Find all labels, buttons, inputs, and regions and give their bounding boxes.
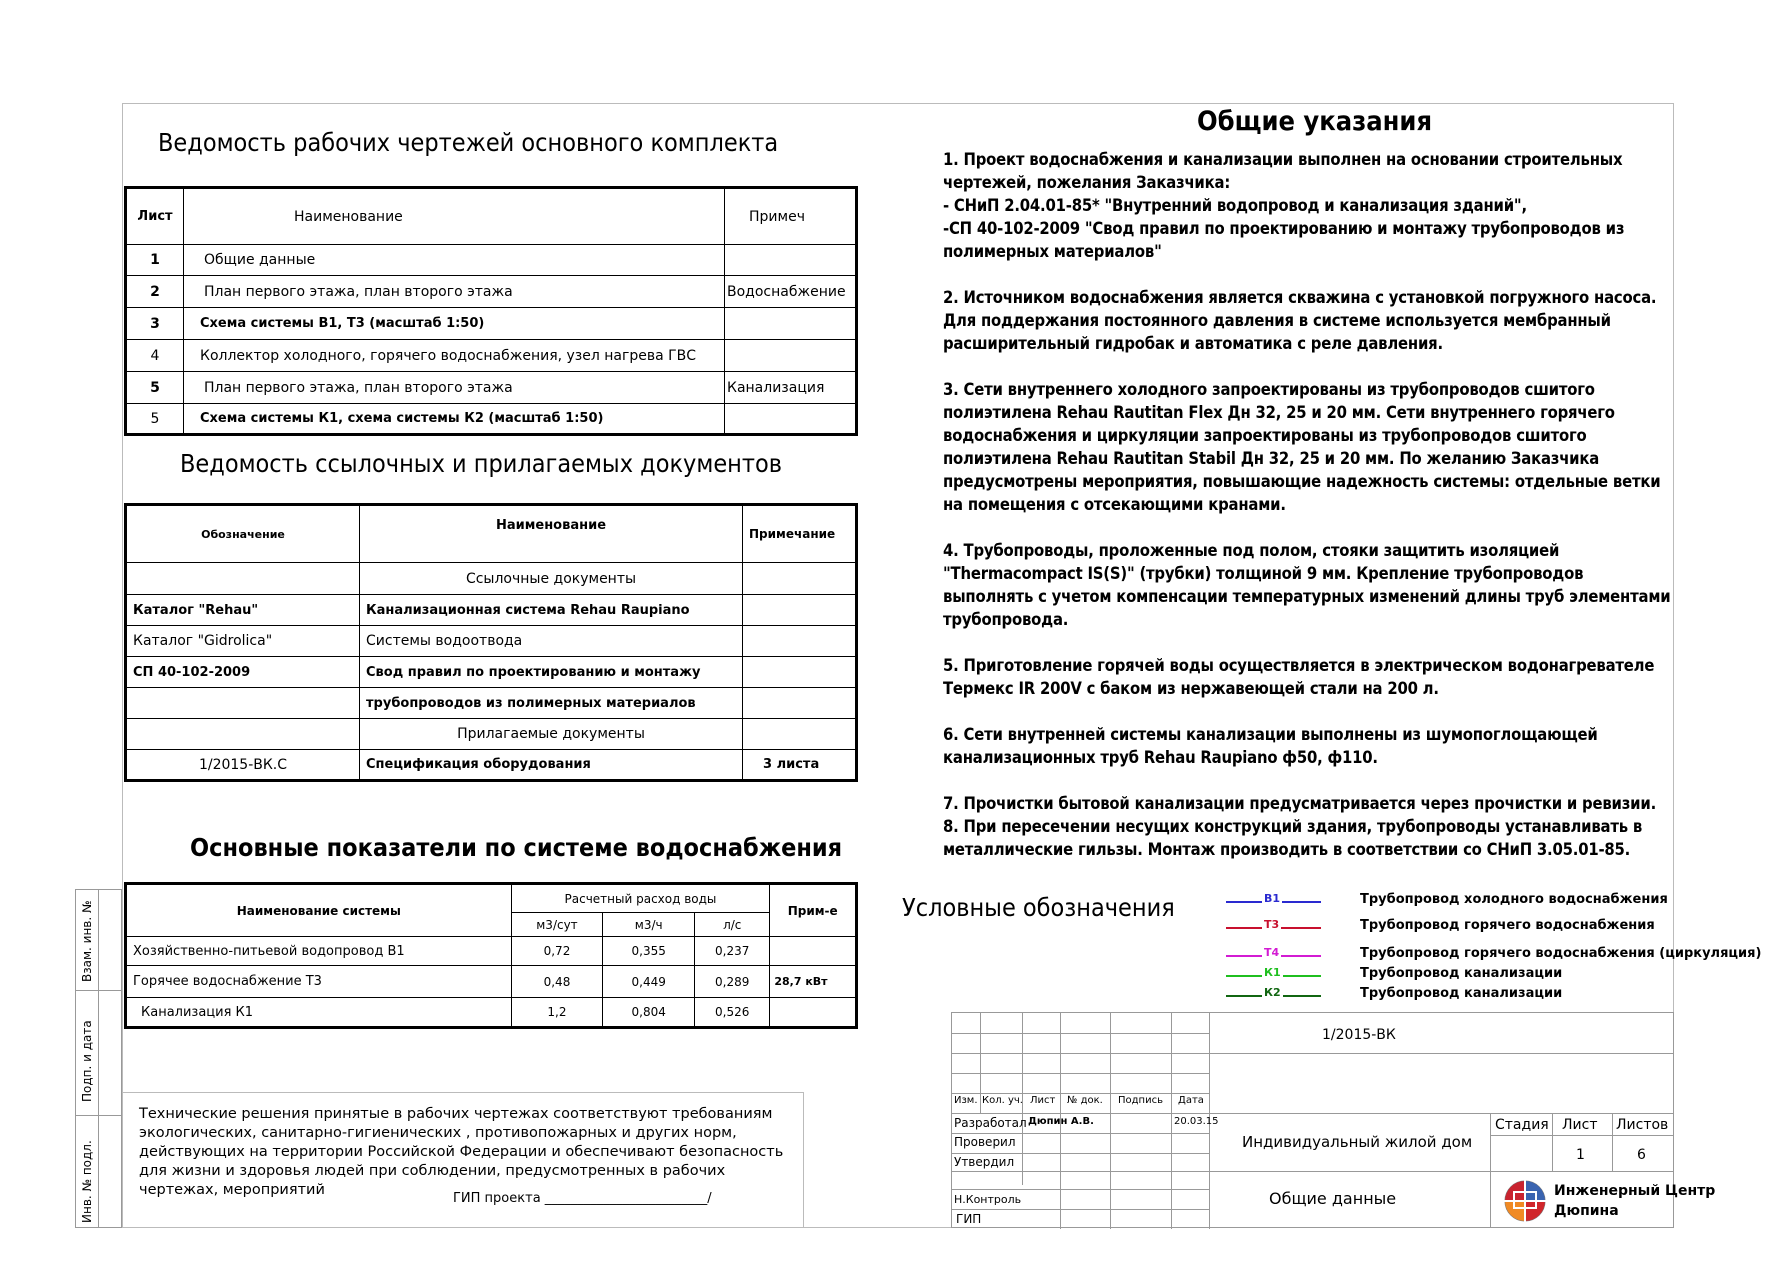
side-stamp-label: Взам. инв. № bbox=[80, 900, 94, 982]
sheet-note bbox=[725, 340, 857, 372]
sheet-number: 5 bbox=[126, 404, 184, 435]
object-name: Индивидуальный жилой дом bbox=[1242, 1133, 1473, 1151]
col-header-name: Наименование bbox=[360, 505, 743, 563]
legend-row-k1 bbox=[1226, 966, 1646, 986]
flow-hour: 0,804 bbox=[603, 998, 695, 1028]
sheet-number: 3 bbox=[126, 308, 184, 340]
col-docno: № док. bbox=[1067, 1095, 1103, 1106]
sheet-number: 4 bbox=[126, 340, 184, 372]
legend-title: Условные обозначения bbox=[902, 893, 1175, 922]
legend-desc: Трубопровод холодного водоснабжения bbox=[1360, 892, 1668, 907]
water-indicators-title: Основные показатели по системе водоснабжения bbox=[190, 833, 843, 862]
gip-signature-line: ГИП проекта _________________________/ bbox=[453, 1191, 712, 1206]
table-row bbox=[126, 657, 857, 688]
sheet-name: План первого этажа, план второго этажа bbox=[184, 372, 725, 404]
doc-note bbox=[743, 688, 857, 719]
side-stamp bbox=[75, 889, 122, 1228]
sheet-name: Схема системы К1, схема системы К2 (масштаб 1:50) bbox=[184, 404, 725, 435]
sheet-name: Коллектор холодного, горячего водоснабжения, узел нагрева ГВС bbox=[184, 340, 725, 372]
table-row bbox=[126, 595, 857, 626]
table-row bbox=[126, 563, 857, 595]
doc-name: Канализационная система Rehau Raupiano bbox=[360, 595, 743, 626]
flow-sec: 0,289 bbox=[695, 966, 770, 998]
developed-name: Дюпин А.В. bbox=[1028, 1116, 1094, 1127]
col-header-name: Наименование bbox=[184, 188, 725, 245]
legend-row-v1 bbox=[1226, 892, 1668, 912]
sheet-number: 2 bbox=[126, 276, 184, 308]
side-stamp-cell bbox=[76, 890, 121, 991]
col-rev: Изм. bbox=[954, 1095, 978, 1106]
note-item: 2. Источником водоснабжения является скважина с установкой погружного насоса. Для поддержания постоянного давления в системе используется мембранный расширительный гидробак и автоматика с реле давления. bbox=[943, 288, 1657, 353]
water-table bbox=[124, 882, 858, 1029]
doc-code bbox=[126, 688, 360, 719]
empty-cell bbox=[743, 563, 857, 595]
sheets-label: Листов bbox=[1616, 1117, 1669, 1133]
table-row bbox=[126, 719, 857, 750]
legend-code: К2 bbox=[1264, 986, 1281, 999]
sheet-name: Общие данные bbox=[184, 245, 725, 276]
sheet-name: Схема системы В1, Т3 (масштаб 1:50) bbox=[184, 308, 725, 340]
unit-sec: л/с bbox=[695, 913, 770, 937]
side-stamp-label: Подп. и дата bbox=[80, 1020, 94, 1102]
flow-day: 0,48 bbox=[511, 966, 603, 998]
sheet-note bbox=[725, 245, 857, 276]
col-sheet: Лист bbox=[1030, 1095, 1056, 1106]
docs-table bbox=[124, 503, 858, 782]
legend-desc: Трубопровод канализации bbox=[1360, 986, 1563, 1001]
doc-note: 3 листа bbox=[743, 750, 857, 781]
compliance-text: Технические решения принятые в рабочих чертежах соответствуют требованиям экологических, санитарно-гигиенических , противопожарных и других норм, действующих на территории Российской Федерации и обеспечивают безопасность для жизни и здоровья людей при соблюдении, предусмотренных в рабочих чертежах, мероприятий bbox=[139, 1106, 784, 1198]
doc-name: трубопроводов из полимерных материалов bbox=[360, 688, 743, 719]
company-name-line1: Инженерный Центр bbox=[1554, 1183, 1716, 1199]
note-item: 6. Сети внутренней системы канализации выполнены из шумопоглощающей канализационных труб Rehau Raupiano ф50, ф110. bbox=[943, 725, 1598, 767]
table-row bbox=[126, 626, 857, 657]
sheet-name: План первого этажа, план второго этажа bbox=[184, 276, 725, 308]
legend-code: В1 bbox=[1264, 892, 1281, 905]
compliance-box bbox=[122, 1092, 804, 1228]
doc-code: СП 40-102-2009 bbox=[126, 657, 360, 688]
company-logo-icon bbox=[1500, 1175, 1550, 1225]
flow-sec: 0,526 bbox=[695, 998, 770, 1028]
table-header-row bbox=[126, 188, 857, 245]
empty-cell bbox=[126, 563, 360, 595]
sheet-note bbox=[725, 308, 857, 340]
sheet-label: Лист bbox=[1562, 1117, 1598, 1133]
table-row bbox=[126, 937, 857, 966]
flow-hour: 0,355 bbox=[603, 937, 695, 966]
sheets-value: 6 bbox=[1637, 1147, 1646, 1163]
col-header-code: Обозначение bbox=[126, 505, 360, 563]
side-stamp-cell bbox=[76, 990, 121, 1116]
col-date: Дата bbox=[1178, 1095, 1204, 1106]
legend-desc: Трубопровод канализации bbox=[1360, 966, 1563, 981]
table-header-row bbox=[126, 884, 857, 913]
drawings-register-title: Ведомость рабочих чертежей основного комплекта bbox=[158, 128, 779, 157]
system-note bbox=[770, 998, 857, 1028]
docs-register-title: Ведомость ссылочных и прилагаемых документов bbox=[180, 449, 782, 478]
drawings-table bbox=[124, 186, 858, 436]
unit-day: м3/сут bbox=[511, 913, 603, 937]
col-header-note: Прим-е bbox=[770, 884, 857, 937]
gip-label: ГИП bbox=[956, 1212, 982, 1226]
note-item: 1. Проект водоснабжения и канализации выполнен на основании строительных чертежей, пожелания Заказчика: - СНиП 2.04.01-85* "Внутренний водопровод и канализация зданий", -СП 40-102-2009 "Свод правил по проектированию и монтажу трубопроводов из полимерных материалов" bbox=[943, 150, 1625, 261]
section-ref-label: Ссылочные документы bbox=[360, 563, 743, 595]
doc-note bbox=[743, 626, 857, 657]
title-block bbox=[951, 1012, 1716, 1228]
doc-code: Каталог "Gidrolica" bbox=[126, 626, 360, 657]
sheet-note: Водоснабжение bbox=[725, 276, 857, 308]
table-row bbox=[126, 276, 857, 308]
doc-name: Системы водоотвода bbox=[360, 626, 743, 657]
table-row bbox=[126, 998, 857, 1028]
table-row bbox=[126, 372, 857, 404]
system-name: Хозяйственно-питьевой водопровод В1 bbox=[126, 937, 512, 966]
system-name: Горячее водоснабжение Т3 bbox=[126, 966, 512, 998]
col-qty: Кол. уч. bbox=[982, 1095, 1023, 1106]
col-header-note: Примеч bbox=[725, 188, 857, 245]
table-row bbox=[126, 750, 857, 781]
doc-code: Каталог "Rehau" bbox=[126, 595, 360, 626]
legend-code: Т3 bbox=[1264, 918, 1280, 931]
stage-label: Стадия bbox=[1495, 1117, 1549, 1133]
checked-label: Проверил bbox=[954, 1135, 1016, 1149]
doc-note bbox=[743, 595, 857, 626]
side-stamp-cell bbox=[76, 1115, 121, 1227]
sheet-note bbox=[725, 404, 857, 435]
company-name-line2: Дюпина bbox=[1554, 1203, 1619, 1219]
col-header-flow: Расчетный расход воды bbox=[511, 884, 770, 913]
note-item: 5. Приготовление горячей воды осуществляется в электрическом водонагревателе Термекс IR 200V с баком из нержавеющей стали на 200 л. bbox=[943, 656, 1655, 698]
col-header-system: Наименование системы bbox=[126, 884, 512, 937]
doc-note bbox=[743, 657, 857, 688]
flow-day: 1,2 bbox=[511, 998, 603, 1028]
doc-name: Свод правил по проектированию и монтажу bbox=[360, 657, 743, 688]
system-note: 28,7 кВт bbox=[770, 966, 857, 998]
flow-sec: 0,237 bbox=[695, 937, 770, 966]
empty-cell bbox=[743, 719, 857, 750]
section-attached-label: Прилагаемые документы bbox=[360, 719, 743, 750]
table-header-row bbox=[126, 505, 857, 563]
col-signature: Подпись bbox=[1118, 1095, 1163, 1106]
legend-row-t4 bbox=[1226, 946, 1762, 966]
empty-cell bbox=[126, 719, 360, 750]
legend-desc: Трубопровод горячего водоснабжения (циркуляция) bbox=[1360, 946, 1762, 961]
flow-hour: 0,449 bbox=[603, 966, 695, 998]
developed-label: Разработал bbox=[954, 1116, 1027, 1130]
developed-date: 20.03.15 bbox=[1174, 1116, 1219, 1127]
table-row bbox=[126, 688, 857, 719]
sheet-number: 1 bbox=[126, 245, 184, 276]
legend-row-k2 bbox=[1226, 986, 1646, 1006]
legend-row-t3 bbox=[1226, 918, 1655, 938]
system-note bbox=[770, 937, 857, 966]
col-header-sheet: Лист bbox=[126, 188, 184, 245]
legend-code: К1 bbox=[1264, 966, 1281, 979]
table-row bbox=[126, 245, 857, 276]
general-notes bbox=[943, 148, 1673, 861]
table-row bbox=[126, 340, 857, 372]
doc-name: Спецификация оборудования bbox=[360, 750, 743, 781]
unit-hour: м3/ч bbox=[603, 913, 695, 937]
table-row bbox=[126, 404, 857, 435]
sheet-number: 5 bbox=[126, 372, 184, 404]
note-item: 4. Трубопроводы, проложенные под полом, стояки защитить изоляцией "Thermacompact IS(S)" (трубки) толщиной 9 мм. Крепление трубопроводов выполнять с учетом компенсации температурных изменений длины труб элементами трубопровода. bbox=[943, 541, 1671, 629]
doc-code: 1/2015-ВК.С bbox=[126, 750, 360, 781]
document-code: 1/2015-ВК bbox=[1322, 1027, 1396, 1043]
side-stamp-label: Инв. № подл. bbox=[80, 1140, 94, 1223]
legend-code: Т4 bbox=[1264, 946, 1280, 959]
legend-desc: Трубопровод горячего водоснабжения bbox=[1360, 918, 1655, 933]
norm-control-label: Н.Контроль bbox=[954, 1193, 1022, 1206]
sheet-value: 1 bbox=[1576, 1147, 1585, 1163]
sheet-title: Общие данные bbox=[1269, 1189, 1397, 1208]
sheet-note: Канализация bbox=[725, 372, 857, 404]
note-item: 7. Прочистки бытовой канализации предусматривается через прочистки и ревизии. 8. При пересечении несущих конструкций здания, трубопроводы устанавливать в металлические гильзы. Монтаж производить в соответствии со СНиП 3.05.01-85. bbox=[943, 794, 1657, 859]
table-row bbox=[126, 308, 857, 340]
system-name: Канализация К1 bbox=[126, 998, 512, 1028]
table-row bbox=[126, 966, 857, 998]
general-notes-title: Общие указания bbox=[1197, 106, 1433, 137]
col-header-note: Примечание bbox=[743, 505, 857, 563]
flow-day: 0,72 bbox=[511, 937, 603, 966]
approved-label: Утвердил bbox=[954, 1155, 1015, 1169]
note-item: 3. Сети внутреннего холодного запроектированы из трубопроводов сшитого полиэтилена Rehau Rautitan Flex Дн 32, 25 и 20 мм. Сети внутреннего горячего водоснабжения и циркуляции запроектированы из трубопроводов сшитого полиэтилена Rehau Rautitan Stabil Дн 32, 25 и 20 мм. По желанию Заказчика предусмотрены мероприятия, повышающие надежность системы: отдельные ветки на помещения с отсекающими кранами. bbox=[943, 380, 1661, 514]
